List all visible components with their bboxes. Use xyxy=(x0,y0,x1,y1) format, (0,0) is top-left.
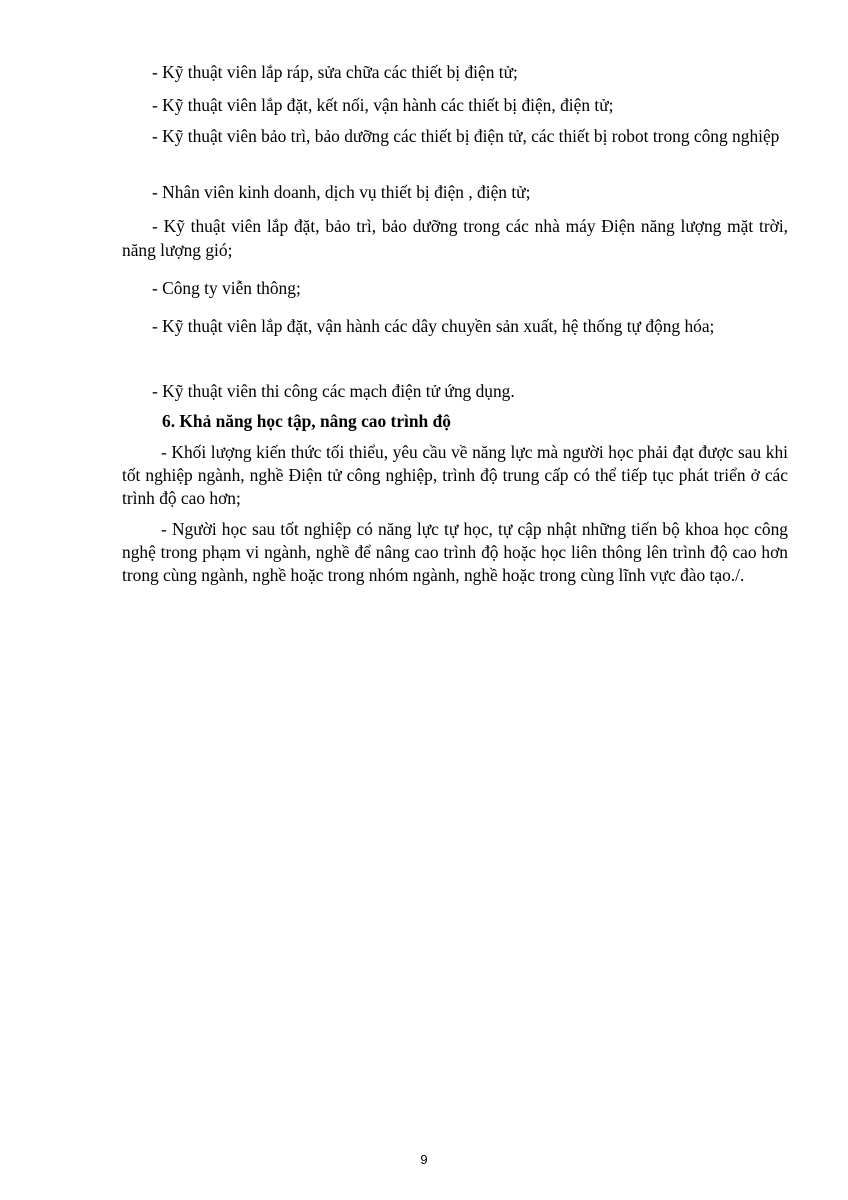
career-item: - Kỹ thuật viên bảo trì, bảo dưỡng các thiết bị điện tử, các thiết bị robot trong công nghiệp xyxy=(152,126,780,146)
career-item: - Kỹ thuật viên lắp ráp, sửa chữa các thiết bị điện tử; xyxy=(152,62,518,82)
career-item: - Nhân viên kinh doanh, dịch vụ thiết bị điện , điện tử; xyxy=(152,182,531,202)
career-item: - Kỹ thuật viên thi công các mạch điện tử ứng dụng. xyxy=(152,381,515,401)
career-item: - Kỹ thuật viên lắp đặt, vận hành các dây chuyền sản xuất, hệ thống tự động hóa; xyxy=(152,316,715,336)
career-item: - Kỹ thuật viên lắp đặt, kết nối, vận hành các thiết bị điện, điện tử; xyxy=(152,95,614,115)
body-paragraph: - Người học sau tốt nghiệp có năng lực tự học, tự cập nhật những tiến bộ khoa học công nghệ trong phạm vi ngành, nghề để nâng cao trình độ hoặc học liên thông lên trình độ cao hơn trong cùng ngành, nghề hoặc trong nhóm ngành, nghề hoặc trong cùng lĩnh vực đào tạo./. xyxy=(122,519,788,585)
section-heading: 6. Khả năng học tập, nâng cao trình độ xyxy=(162,411,451,431)
page-number: 9 xyxy=(420,1152,428,1167)
career-item: - Công ty viễn thông; xyxy=(152,278,301,298)
body-paragraph: - Khối lượng kiến thức tối thiểu, yêu cầu về năng lực mà người học phải đạt được sau khi tốt nghiệp ngành, nghề Điện tử công nghiệp, trình độ trung cấp có thể tiếp tục phát triển ở các trình độ cao hơn; xyxy=(122,442,788,508)
career-item: - Kỹ thuật viên lắp đặt, bảo trì, bảo dưỡng trong các nhà máy Điện năng lượng mặt trời, năng lượng gió; xyxy=(122,216,788,260)
